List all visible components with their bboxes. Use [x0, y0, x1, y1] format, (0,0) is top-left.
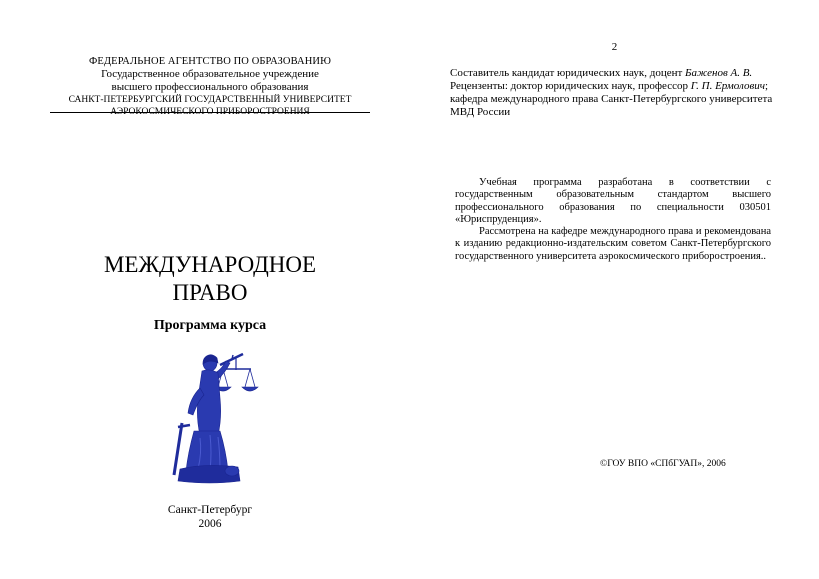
body-paragraph: Учебная программа разработана в соответствии с государственным образовательным стандартом высшего профессионального образования по специальности 030501 «Юриспруденция».	[455, 177, 771, 225]
reviewer-name: Г. П. Ермолович	[690, 80, 765, 92]
book-title-line2: ПРАВО	[172, 280, 248, 305]
compiler-prefix: Составитель кандидат юридических наук, доцент	[450, 67, 686, 79]
publication-city: Санкт-Петербург	[167, 504, 253, 516]
reviewers-prefix: Рецензенты: доктор юридических наук, профессор	[450, 80, 691, 92]
book-title	[50, 251, 370, 307]
publication-place-year	[50, 503, 370, 531]
reviewers-line	[450, 80, 780, 93]
header-divider	[50, 112, 370, 113]
institution-type-line: Государственное образовательное учреждение	[101, 68, 319, 80]
university-name-line1: САНКТ-ПЕТЕРБУРГСКИЙ ГОСУДАРСТВЕННЫЙ УНИВЕРСИТЕТ	[68, 95, 352, 105]
university-name-line2: АЭРОКОСМИЧЕСКОГО ПРИБОРОСТРОЕНИЯ	[110, 107, 310, 117]
approval-text	[455, 177, 771, 263]
lady-justice-statue-icon	[160, 343, 260, 486]
agency-line: ФЕДЕРАЛЬНОЕ АГЕНТСТВО ПО ОБРАЗОВАНИЮ	[89, 56, 331, 67]
compiler-line	[450, 67, 780, 80]
reviewing-department: кафедра международного права Санкт-Петербургского университета МВД России	[450, 93, 773, 118]
credits-block	[450, 67, 780, 119]
compiler-name: Баженов А. В.	[685, 67, 753, 79]
page-number: 2	[611, 41, 618, 53]
book-title-line1: МЕЖДУНАРОДНОЕ	[103, 252, 317, 277]
institution-header	[50, 55, 370, 118]
reviewers-suffix: ;	[764, 80, 769, 92]
copyright-notice: ©ГОУ ВПО «СПбГУАП», 2006	[600, 459, 726, 469]
book-subtitle: Программа курса	[153, 318, 267, 333]
publication-year: 2006	[198, 518, 222, 530]
education-level-line: высшего профессионального образования	[111, 81, 309, 93]
body-paragraph: Рассмотрена на кафедре международного права и рекомендована к изданию редакционно-издательским советом Санкт-Петербургского государственного университета аэрокосмического приборостроения..	[455, 226, 771, 262]
right-page	[410, 0, 819, 579]
